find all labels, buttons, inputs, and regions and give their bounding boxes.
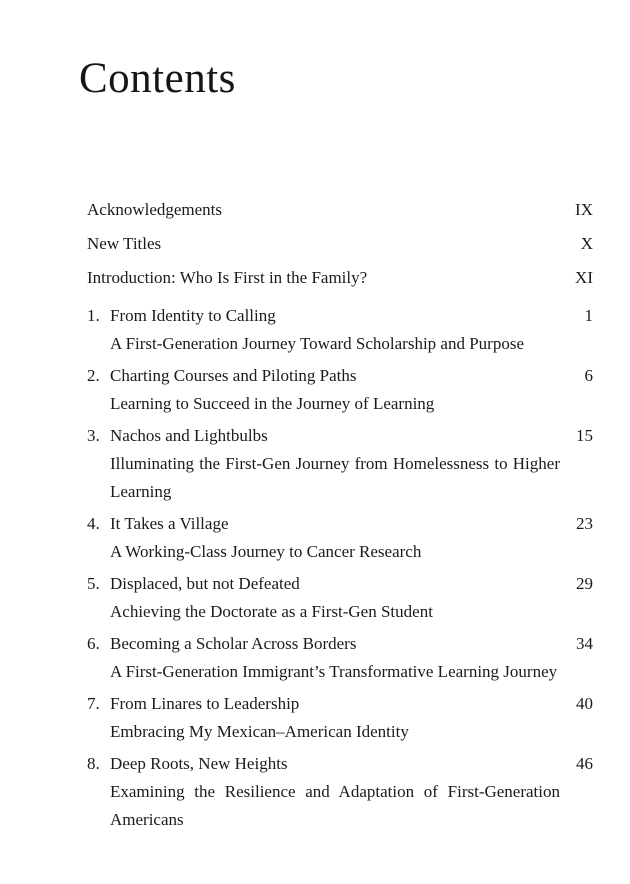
chapter-title: Becoming a Scholar Across Borders bbox=[110, 634, 357, 653]
toc-entry-page-number: 1 bbox=[584, 306, 593, 325]
toc-entry-page-number: IX bbox=[575, 200, 593, 219]
chapter-number: 5. bbox=[87, 574, 100, 593]
chapter-number: 4. bbox=[87, 514, 100, 533]
toc-entry-label: Acknowledgements bbox=[87, 200, 223, 219]
toc-entry-page-number: 34 bbox=[576, 634, 593, 653]
toc-entry-page-number: 23 bbox=[576, 514, 593, 533]
toc-entry-page-number: 15 bbox=[576, 426, 593, 445]
toc-entry-new-titles bbox=[87, 230, 593, 258]
chapter-number: 7. bbox=[87, 694, 100, 713]
chapter-title: Charting Courses and Piloting Paths bbox=[110, 366, 357, 385]
chapter-title-row bbox=[87, 630, 593, 658]
chapter-title: From Identity to Calling bbox=[110, 306, 276, 325]
toc-entry-label: Introduction: Who Is First in the Family? bbox=[87, 268, 368, 287]
chapter-title-row bbox=[87, 750, 593, 778]
toc-entry-page-number: 40 bbox=[576, 694, 593, 713]
toc-entry-chapter-4 bbox=[87, 510, 593, 566]
toc-entry-label: New Titles bbox=[87, 234, 162, 253]
chapter-subtitle: Learning to Succeed in the Journey of Learning bbox=[110, 394, 435, 413]
toc-entry-chapter-2 bbox=[87, 362, 593, 418]
chapter-title-row bbox=[87, 690, 593, 718]
chapter-title-row bbox=[87, 362, 593, 390]
toc-entry-page-number: X bbox=[580, 234, 593, 253]
chapter-subtitle: A Working-Class Journey to Cancer Research bbox=[110, 542, 422, 561]
toc-entry-page-number: 29 bbox=[576, 574, 593, 593]
toc-entry-chapter-1 bbox=[87, 302, 593, 358]
chapter-title: Nachos and Lightbulbs bbox=[110, 426, 268, 445]
chapter-subtitle: Illuminating the First-Gen Journey from Homelessness to Higher Learning bbox=[110, 454, 560, 501]
table-of-contents bbox=[87, 196, 593, 838]
chapter-subtitle: A First-Generation Immigrant’s Transformative Learning Journey bbox=[110, 662, 558, 681]
toc-entry-chapter-6 bbox=[87, 630, 593, 686]
toc-entry-page-number: XI bbox=[575, 268, 593, 287]
chapter-list bbox=[87, 302, 593, 834]
toc-entry-chapter-8 bbox=[87, 750, 593, 834]
chapter-number: 8. bbox=[87, 754, 100, 773]
chapter-subtitle: A First-Generation Journey Toward Scholarship and Purpose bbox=[110, 334, 524, 353]
chapter-number: 2. bbox=[87, 366, 100, 385]
chapter-title-row bbox=[87, 302, 593, 330]
page-title: Contents bbox=[79, 55, 236, 102]
chapter-title-row bbox=[87, 510, 593, 538]
chapter-title: From Linares to Leadership bbox=[110, 694, 300, 713]
toc-entry-acknowledgements bbox=[87, 196, 593, 224]
chapter-subtitle: Achieving the Doctorate as a First-Gen Student bbox=[110, 602, 433, 621]
toc-entry-introduction bbox=[87, 264, 593, 292]
chapter-title-row bbox=[87, 570, 593, 598]
chapter-title-row bbox=[87, 422, 593, 450]
toc-entry-page-number: 46 bbox=[576, 754, 593, 773]
chapter-title: Displaced, but not Defeated bbox=[110, 574, 300, 593]
chapter-subtitle: Embracing My Mexican–American Identity bbox=[110, 722, 409, 741]
chapter-number: 6. bbox=[87, 634, 100, 653]
chapter-number: 1. bbox=[87, 306, 100, 325]
chapter-subtitle: Examining the Resilience and Adaptation of First-Generation Americans bbox=[110, 782, 560, 829]
chapter-title: Deep Roots, New Heights bbox=[110, 754, 288, 773]
front-matter-list bbox=[87, 196, 593, 292]
toc-entry-chapter-7 bbox=[87, 690, 593, 746]
chapter-number: 3. bbox=[87, 426, 100, 445]
toc-entry-page-number: 6 bbox=[584, 366, 593, 385]
chapter-title: It Takes a Village bbox=[110, 514, 229, 533]
toc-entry-chapter-5 bbox=[87, 570, 593, 626]
toc-entry-chapter-3 bbox=[87, 422, 593, 506]
